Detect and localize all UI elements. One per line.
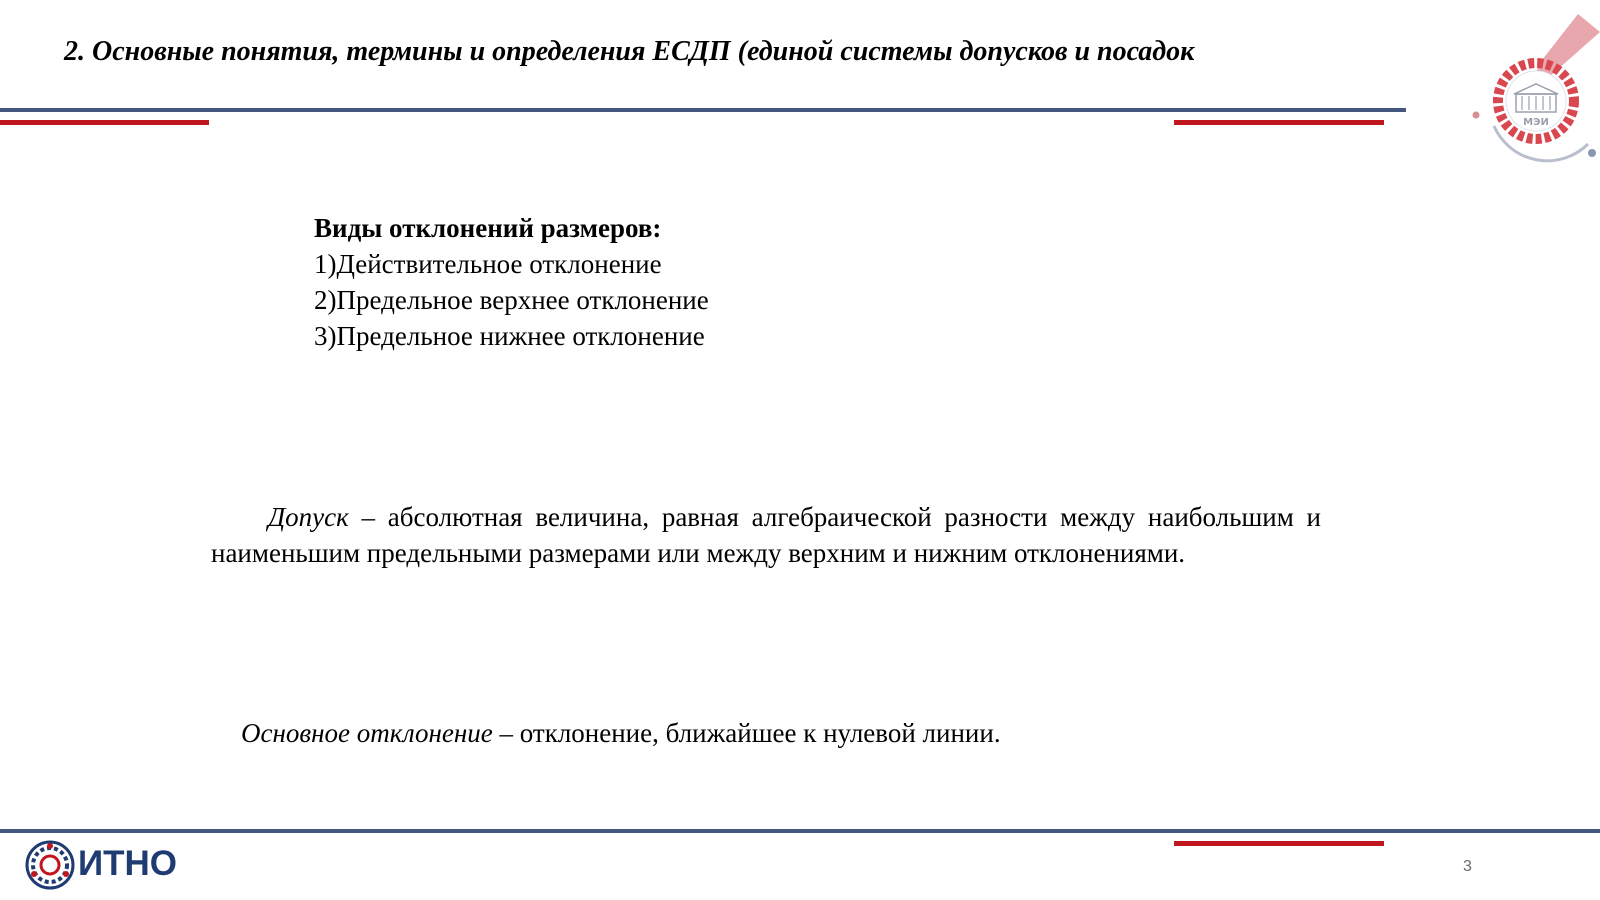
main-deviation-text: – отклонение, ближайшее к нулевой линии. [492, 718, 1001, 748]
mei-logo-text: МЭИ [1523, 117, 1549, 128]
page-number: 3 [1463, 858, 1472, 875]
mei-emblem-icon [1470, 14, 1600, 164]
itno-logo-text: ИТНО [78, 844, 178, 883]
main-deviation-definition [241, 715, 1341, 751]
gear-core [41, 856, 59, 874]
deviation-types-heading: Виды отклонений размеров: [314, 213, 662, 243]
footer-rule-navy [0, 829, 1600, 833]
deviation-item-2: 2)Предельное верхнее отклонение [314, 285, 709, 315]
dot-right [1588, 149, 1596, 157]
deviation-types-block [314, 210, 709, 354]
deviation-item-1: 1)Действительное отклонение [314, 249, 662, 279]
header-rule-navy [0, 108, 1406, 112]
tolerance-term: Допуск [268, 502, 349, 532]
main-deviation-term: Основное отклонение [241, 718, 493, 748]
deviation-item-3: 3)Предельное нижнее отклонение [314, 321, 705, 351]
tolerance-text: – абсолютная величина, равная алгебраической разности между наибольшим и наименьшим предельными размерами или между верхним и нижним отклонениями. [211, 502, 1321, 568]
dot-left [1473, 112, 1480, 119]
header-rule-red-right [1174, 120, 1384, 125]
footer-rule-red [1174, 841, 1384, 846]
header-rule-red-left [0, 120, 209, 125]
tolerance-definition [211, 499, 1321, 571]
slide-title: 2. Основные понятия, термины и определения ЕСДП (единой системы допусков и посадок [64, 36, 1195, 67]
gear-teeth [33, 848, 67, 882]
